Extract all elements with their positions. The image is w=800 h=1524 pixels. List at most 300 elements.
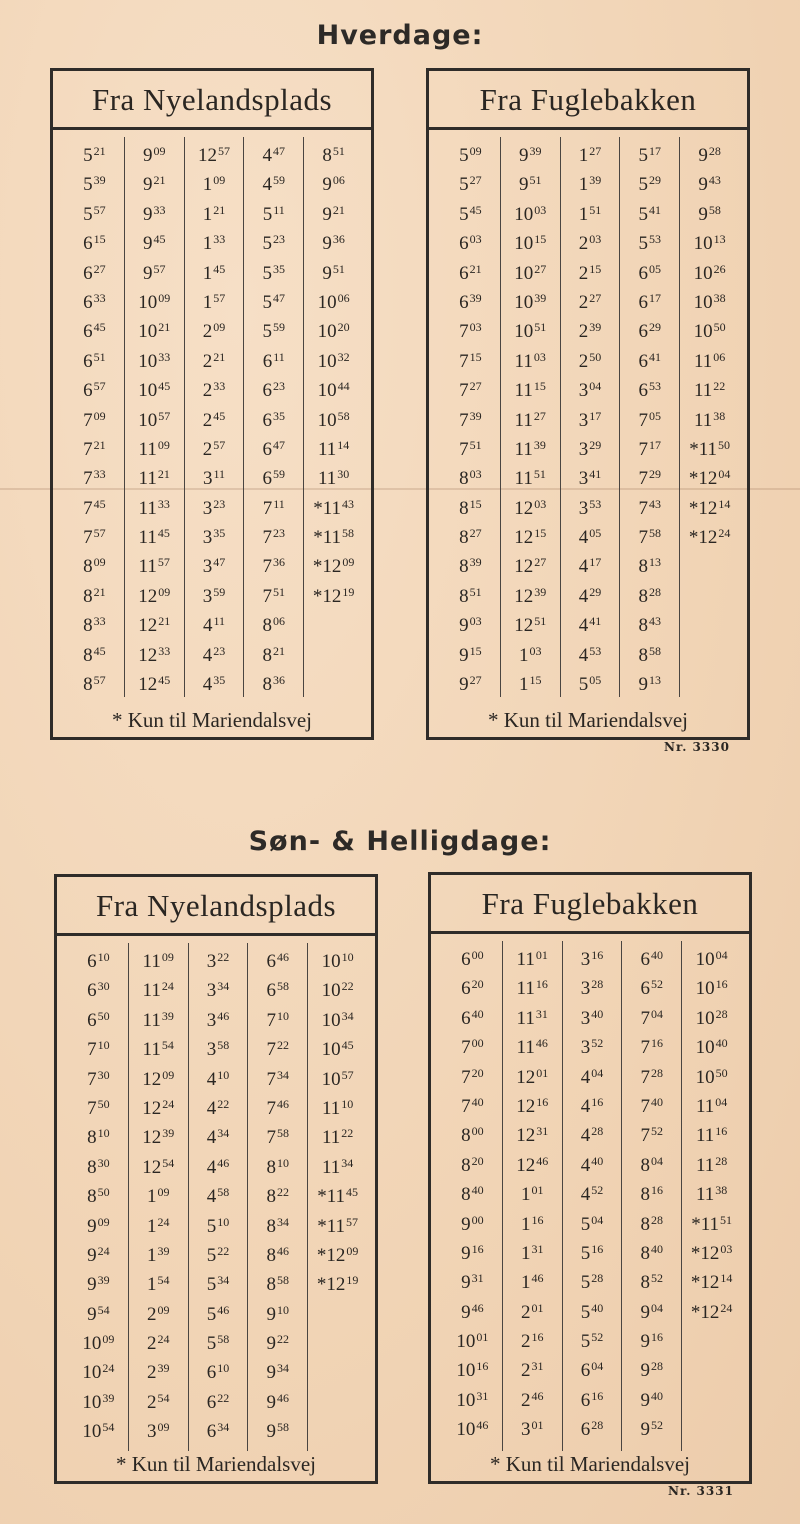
panel-heading: Fra Fuglebakken — [429, 71, 747, 130]
departure-time: $12^{09}$ — [138, 584, 171, 607]
departure-time: $7^{57}$ — [83, 526, 106, 549]
timetable-column — [189, 943, 249, 1451]
departure-time: $10^{01}$ — [456, 1330, 489, 1353]
departure-time: $8^{52}$ — [640, 1271, 664, 1294]
departure-time: $8^{15}$ — [459, 496, 482, 519]
departure-time: $7^{30}$ — [87, 1067, 110, 1090]
departure-time: $11^{15}$ — [514, 379, 546, 402]
departure-time: $6^{46}$ — [266, 950, 290, 972]
departure-time: $1^{21}$ — [202, 202, 226, 225]
departure-time: $10^{51}$ — [514, 320, 547, 343]
departure-time: $8^{27}$ — [459, 526, 482, 549]
departure-time: $*12^{09}$ — [316, 1243, 359, 1266]
departure-time: $6^{03}$ — [459, 232, 482, 255]
departure-time: $5^{57}$ — [83, 202, 106, 225]
departure-time: $8^{34}$ — [266, 1214, 290, 1237]
departure-time: $10^{09}$ — [138, 290, 171, 313]
departure-time: $12^{15}$ — [514, 526, 547, 549]
footnote: * Kun til Mariendalsvej — [115, 1452, 317, 1476]
departure-time: $8^{22}$ — [266, 1185, 290, 1208]
departure-time: $9^{15}$ — [459, 643, 482, 666]
departure-time: $4^{10}$ — [206, 1067, 230, 1090]
departure-time: $7^{34}$ — [266, 1067, 290, 1090]
departure-time: $1^{01}$ — [520, 1183, 544, 1206]
departure-time: $11^{38}$ — [693, 408, 726, 431]
departure-time: $5^{34}$ — [206, 1273, 230, 1296]
panel-heading: Fra Nyelandsplads — [57, 877, 375, 936]
departure-time: $5^{53}$ — [638, 232, 662, 255]
departure-time: $12^{09}$ — [142, 1067, 175, 1090]
departure-time: $8^{50}$ — [87, 1185, 110, 1208]
timetable-grid — [441, 137, 739, 697]
timetable-column — [304, 137, 363, 697]
departure-time: $10^{50}$ — [693, 320, 726, 343]
departure-time: $4^{16}$ — [580, 1094, 604, 1117]
timetable-column — [65, 137, 125, 697]
departure-time: $12^{39}$ — [514, 584, 547, 607]
departure-time: $10^{54}$ — [82, 1420, 115, 1443]
departure-time: $6^{10}$ — [206, 1361, 230, 1384]
departure-time: $6^{58}$ — [266, 979, 290, 1002]
footnote: * Kun til Mariendalsvej — [487, 708, 689, 732]
departure-time: $*11^{58}$ — [313, 526, 354, 549]
departure-time: $10^{45}$ — [321, 1038, 354, 1061]
departure-time: $1^{57}$ — [202, 290, 226, 313]
departure-time: $8^{04}$ — [640, 1153, 664, 1176]
departure-time: $2^{15}$ — [578, 261, 602, 284]
departure-time: $9^{31}$ — [461, 1271, 484, 1294]
departure-time: $9^{16}$ — [461, 1241, 484, 1264]
departure-time: $5^{41}$ — [638, 202, 662, 225]
departure-time: $1^{46}$ — [520, 1271, 544, 1294]
departure-time: $9^{28}$ — [640, 1359, 664, 1382]
departure-time: $1^{16}$ — [520, 1212, 544, 1235]
departure-time: $10^{13}$ — [693, 232, 726, 255]
departure-time: $7^{36}$ — [262, 555, 286, 578]
departure-time: $11^{54}$ — [142, 1038, 174, 1061]
departure-time: $7^{00}$ — [461, 1036, 484, 1059]
departure-time: $11^{27}$ — [514, 408, 546, 431]
departure-time: $12^{39}$ — [142, 1126, 175, 1149]
departure-time: $8^{16}$ — [640, 1183, 664, 1206]
departure-time: $12^{24}$ — [142, 1096, 175, 1119]
departure-time: $*12^{14}$ — [688, 496, 731, 519]
departure-time: $10^{21}$ — [138, 320, 171, 343]
departure-time: $3^{01}$ — [520, 1418, 544, 1441]
departure-time: $11^{01}$ — [516, 948, 548, 970]
departure-time: $6^{57}$ — [83, 379, 106, 402]
departure-time: $9^{04}$ — [640, 1300, 664, 1323]
departure-time: $6^{40}$ — [640, 948, 664, 970]
departure-time: $12^{33}$ — [138, 643, 171, 666]
departure-time: $7^{11}$ — [262, 496, 285, 519]
departure-time: $4^{46}$ — [206, 1155, 230, 1178]
print-number: Nr. 3330 — [664, 740, 730, 754]
departure-time: $3^{23}$ — [202, 496, 226, 519]
timetable-column — [248, 943, 308, 1451]
departure-time: $7^{51}$ — [262, 584, 286, 607]
departure-time: $4^{58}$ — [206, 1185, 230, 1208]
departure-time: $10^{26}$ — [693, 261, 726, 284]
departure-time: $6^{15}$ — [83, 232, 106, 255]
departure-time: $9^{00}$ — [461, 1212, 484, 1235]
departure-time: $9^{27}$ — [459, 673, 482, 696]
departure-time: $11^{22}$ — [321, 1126, 354, 1149]
departure-time: $2^{57}$ — [202, 437, 226, 460]
departure-time: $8^{28}$ — [638, 584, 662, 607]
departure-time: $*11^{43}$ — [313, 496, 354, 519]
departure-time: $9^{03}$ — [459, 614, 482, 637]
departure-time: $4^{53}$ — [578, 643, 602, 666]
departure-time: $*12^{24}$ — [690, 1300, 733, 1323]
departure-time: $9^{39}$ — [87, 1273, 110, 1296]
departure-time: $5^{05}$ — [578, 673, 602, 696]
departure-time: $8^{58}$ — [266, 1273, 290, 1296]
departure-time: $8^{10}$ — [87, 1126, 110, 1149]
departure-time: $12^{45}$ — [138, 673, 171, 696]
departure-time: $11^{16}$ — [695, 1124, 728, 1147]
departure-time: $10^{39}$ — [514, 290, 547, 313]
departure-time: $3^{34}$ — [206, 979, 230, 1002]
timetable-column — [501, 137, 561, 697]
departure-time: $8^{06}$ — [262, 614, 286, 637]
departure-time: $6^{23}$ — [262, 379, 286, 402]
departure-time: $7^{10}$ — [87, 1038, 110, 1061]
departure-time: $*12^{09}$ — [312, 555, 355, 578]
departure-time: $7^{40}$ — [640, 1094, 664, 1117]
weekdays-title: Hverdage: — [316, 20, 484, 51]
departure-time: $7^{09}$ — [83, 408, 106, 431]
departure-time: $11^{30}$ — [317, 467, 350, 490]
departure-time: $9^{57}$ — [142, 261, 166, 284]
departure-time: $12^{46}$ — [516, 1153, 549, 1176]
departure-time: $2^{46}$ — [520, 1388, 544, 1411]
departure-time: $7^{16}$ — [640, 1036, 664, 1059]
departure-time: $3^{04}$ — [578, 379, 602, 402]
departure-time: $4^{52}$ — [580, 1183, 604, 1206]
departure-time: $3^{28}$ — [580, 977, 604, 1000]
departure-time: $4^{05}$ — [578, 526, 602, 549]
departure-time: $9^{43}$ — [698, 173, 721, 196]
timetable-column — [125, 137, 185, 697]
departure-time: $6^{34}$ — [206, 1420, 230, 1443]
timetable-column — [680, 137, 739, 697]
departure-time: $8^{36}$ — [262, 673, 286, 696]
departure-time: $6^{05}$ — [638, 261, 662, 284]
departure-time: $11^{06}$ — [693, 349, 726, 372]
departure-time: $*11^{51}$ — [691, 1212, 732, 1235]
departure-time: $4^{41}$ — [578, 614, 602, 637]
departure-time: $*12^{19}$ — [316, 1273, 359, 1296]
timetable-column — [441, 137, 501, 697]
departure-time: $5^{47}$ — [262, 290, 286, 313]
departure-time: $7^{22}$ — [266, 1038, 290, 1061]
departure-time: $2^{01}$ — [520, 1300, 544, 1323]
departure-time: $10^{15}$ — [514, 232, 547, 255]
timetable-column — [129, 943, 189, 1451]
departure-time: $7^{04}$ — [640, 1006, 664, 1029]
departure-time: $11^{39}$ — [514, 437, 546, 460]
departure-time: $4^{35}$ — [202, 673, 226, 696]
departure-time: $11^{57}$ — [138, 555, 170, 578]
departure-time: $10^{32}$ — [317, 349, 350, 372]
departure-time: $12^{31}$ — [516, 1124, 549, 1147]
departure-time: $3^{40}$ — [580, 1006, 604, 1029]
departure-time: $6^{59}$ — [262, 467, 286, 490]
departure-time: $9^{46}$ — [461, 1300, 484, 1323]
departure-time: $12^{27}$ — [514, 555, 547, 578]
departure-time: $12^{21}$ — [138, 614, 171, 637]
departure-time: $10^{27}$ — [514, 261, 547, 284]
departure-time: $8^{58}$ — [638, 643, 662, 666]
departure-time: $1^{33}$ — [202, 232, 226, 255]
departure-time: $9^{28}$ — [698, 144, 721, 166]
departure-time: $4^{17}$ — [578, 555, 602, 578]
departure-time: $9^{51}$ — [322, 261, 345, 284]
weekdays-nyelandsplads-panel — [50, 68, 374, 740]
departure-time: $12^{03}$ — [514, 496, 547, 519]
departure-time: $1^{15}$ — [518, 673, 542, 696]
departure-time: $6^{00}$ — [461, 948, 484, 970]
timetable-column — [308, 943, 367, 1451]
departure-time: $1^{45}$ — [202, 261, 226, 284]
departure-time: $*11^{50}$ — [689, 437, 730, 460]
departure-time: $2^{31}$ — [520, 1359, 544, 1382]
departure-time: $11^{03}$ — [514, 349, 546, 372]
departure-time: $10^{10}$ — [321, 950, 354, 972]
departure-time: $7^{58}$ — [638, 526, 662, 549]
departure-time: $8^{33}$ — [83, 614, 106, 637]
departure-time: $8^{13}$ — [638, 555, 662, 578]
departure-time: $1^{27}$ — [578, 144, 602, 166]
departure-time: $9^{09}$ — [87, 1214, 110, 1237]
departure-time: $3^{58}$ — [206, 1038, 230, 1061]
departure-time: $6^{39}$ — [459, 290, 482, 313]
timetable-grid — [65, 137, 363, 697]
holidays-fuglebakken-panel — [428, 872, 752, 1484]
departure-time: $6^{30}$ — [87, 979, 110, 1002]
departure-time: $7^{43}$ — [638, 496, 662, 519]
departure-time: $2^{54}$ — [146, 1390, 170, 1413]
departure-time: $7^{51}$ — [459, 437, 482, 460]
departure-time: $2^{45}$ — [202, 408, 226, 431]
departure-time: $2^{50}$ — [578, 349, 602, 372]
departure-time: $5^{22}$ — [206, 1243, 230, 1266]
departure-time: $10^{03}$ — [514, 202, 547, 225]
departure-time: $9^{51}$ — [518, 173, 542, 196]
panel-heading: Fra Nyelandsplads — [53, 71, 371, 130]
departure-time: $2^{09}$ — [146, 1302, 170, 1325]
departure-time: $8^{51}$ — [322, 144, 345, 166]
departure-time: $10^{46}$ — [456, 1418, 489, 1441]
departure-time: $11^{14}$ — [317, 437, 350, 460]
departure-time: $12^{51}$ — [514, 614, 547, 637]
departure-time: $1^{39}$ — [578, 173, 602, 196]
departure-time: $5^{11}$ — [262, 202, 285, 225]
footnote: * Kun til Mariendalsvej — [111, 708, 313, 732]
departure-time: $4^{11}$ — [202, 614, 226, 637]
departure-time: $11^{34}$ — [321, 1155, 354, 1178]
departure-time: $5^{35}$ — [262, 261, 286, 284]
departure-time: $10^{28}$ — [695, 1006, 728, 1029]
departure-time: $11^{33}$ — [138, 496, 170, 519]
departure-time: $5^{59}$ — [262, 320, 286, 343]
departure-time: $7^{20}$ — [461, 1065, 484, 1088]
departure-time: $4^{28}$ — [580, 1124, 604, 1147]
departure-time: $9^{46}$ — [266, 1390, 290, 1413]
departure-time: $7^{58}$ — [266, 1126, 290, 1149]
departure-time: $2^{16}$ — [520, 1330, 544, 1353]
departure-time: $10^{57}$ — [138, 408, 171, 431]
timetable-column — [69, 943, 129, 1451]
departure-time: $9^{13}$ — [638, 673, 662, 696]
departure-time: $11^{04}$ — [695, 1094, 728, 1117]
departure-time: $5^{40}$ — [580, 1300, 604, 1323]
departure-time: $7^{33}$ — [83, 467, 106, 490]
departure-time: $5^{46}$ — [206, 1302, 230, 1325]
departure-time: $1^{09}$ — [202, 173, 226, 196]
departure-time: $9^{24}$ — [87, 1243, 110, 1266]
departure-time: $3^{16}$ — [580, 948, 604, 970]
panel-heading: Fra Fuglebakken — [431, 875, 749, 934]
departure-time: $9^{45}$ — [142, 232, 166, 255]
departure-time: $5^{21}$ — [83, 144, 106, 166]
departure-time: $12^{01}$ — [516, 1065, 549, 1088]
departure-time: $9^{21}$ — [142, 173, 166, 196]
departure-time: $9^{10}$ — [266, 1302, 290, 1325]
departure-time: $3^{53}$ — [578, 496, 602, 519]
holidays-nyelandsplads-panel — [54, 874, 378, 1484]
departure-time: $7^{27}$ — [459, 379, 482, 402]
departure-time: $7^{46}$ — [266, 1096, 290, 1119]
departure-time: $*11^{57}$ — [317, 1214, 358, 1237]
departure-time: $1^{31}$ — [520, 1241, 544, 1264]
departure-time: $8^{20}$ — [461, 1153, 484, 1176]
departure-time: $1^{54}$ — [146, 1273, 170, 1296]
departure-time: $12^{16}$ — [516, 1094, 549, 1117]
departure-time: $10^{44}$ — [317, 379, 350, 402]
departure-time: $*12^{19}$ — [312, 584, 355, 607]
departure-time: $7^{39}$ — [459, 408, 482, 431]
departure-time: $6^{22}$ — [206, 1390, 230, 1413]
departure-time: $2^{09}$ — [202, 320, 226, 343]
departure-time: $8^{43}$ — [638, 614, 662, 637]
departure-time: $9^{21}$ — [322, 202, 345, 225]
departure-time: $2^{39}$ — [578, 320, 602, 343]
departure-time: $5^{39}$ — [83, 173, 106, 196]
departure-time: $11^{39}$ — [142, 1008, 174, 1031]
departure-time: $10^{50}$ — [695, 1065, 728, 1088]
departure-time: $8^{03}$ — [459, 467, 482, 490]
departure-time: $6^{11}$ — [262, 349, 285, 372]
departure-time: $6^{21}$ — [459, 261, 482, 284]
footnote: * Kun til Mariendalsvej — [489, 1452, 691, 1476]
departure-time: $6^{16}$ — [580, 1388, 604, 1411]
departure-time: $6^{53}$ — [638, 379, 662, 402]
timetable-column — [244, 137, 304, 697]
departure-time: $5^{58}$ — [206, 1332, 230, 1355]
departure-time: $3^{59}$ — [202, 584, 226, 607]
departure-time: $10^{57}$ — [321, 1067, 354, 1090]
departure-time: $5^{04}$ — [580, 1212, 604, 1235]
departure-time: $11^{10}$ — [321, 1096, 354, 1119]
departure-time: $3^{41}$ — [578, 467, 602, 490]
departure-time: $8^{00}$ — [461, 1124, 484, 1147]
departure-time: $4^{29}$ — [578, 584, 602, 607]
departure-time: $4^{34}$ — [206, 1126, 230, 1149]
departure-time: $6^{28}$ — [580, 1418, 604, 1441]
departure-time: $12^{57}$ — [197, 144, 230, 166]
departure-time: $6^{20}$ — [461, 977, 484, 1000]
timetable-column — [561, 137, 621, 697]
departure-time: $3^{52}$ — [580, 1036, 604, 1059]
departure-time: $11^{09}$ — [142, 950, 174, 972]
departure-time: $6^{04}$ — [580, 1359, 604, 1382]
departure-time: $3^{46}$ — [206, 1008, 230, 1031]
departure-time: $4^{04}$ — [580, 1065, 604, 1088]
departure-time: $6^{50}$ — [87, 1008, 110, 1031]
departure-time: $2^{03}$ — [578, 232, 602, 255]
departure-time: $7^{52}$ — [640, 1124, 664, 1147]
departure-time: $10^{16}$ — [695, 977, 728, 1000]
departure-time: $3^{29}$ — [578, 437, 602, 460]
departure-time: $5^{09}$ — [459, 144, 482, 166]
departure-time: $4^{23}$ — [202, 643, 226, 666]
departure-time: $8^{40}$ — [461, 1183, 484, 1206]
departure-time: $10^{09}$ — [82, 1332, 115, 1355]
departure-time: $*12^{04}$ — [688, 467, 731, 490]
departure-time: $5^{27}$ — [459, 173, 482, 196]
departure-time: $2^{24}$ — [146, 1332, 170, 1355]
timetable-column — [682, 941, 741, 1451]
departure-time: $9^{52}$ — [640, 1418, 664, 1441]
departure-time: $6^{52}$ — [640, 977, 664, 1000]
departure-time: $6^{10}$ — [87, 950, 110, 972]
departure-time: $9^{58}$ — [266, 1420, 290, 1443]
departure-time: $10^{24}$ — [82, 1361, 115, 1384]
departure-time: $10^{06}$ — [317, 290, 350, 313]
departure-time: $2^{27}$ — [578, 290, 602, 313]
departure-time: $6^{45}$ — [83, 320, 106, 343]
departure-time: $11^{21}$ — [138, 467, 170, 490]
departure-time: $9^{06}$ — [322, 173, 345, 196]
departure-time: $*12^{24}$ — [688, 526, 731, 549]
timetable-column — [620, 137, 680, 697]
departure-time: $3^{09}$ — [146, 1420, 170, 1443]
departure-time: $8^{21}$ — [83, 584, 106, 607]
departure-time: $11^{28}$ — [695, 1153, 728, 1176]
departure-time: $1^{39}$ — [146, 1243, 170, 1266]
departure-time: $1^{24}$ — [146, 1214, 170, 1237]
departure-time: $3^{11}$ — [202, 467, 226, 490]
departure-time: $6^{33}$ — [83, 290, 106, 313]
departure-time: $1^{51}$ — [578, 202, 602, 225]
departure-time: $9^{58}$ — [698, 202, 721, 225]
departure-time: $7^{15}$ — [459, 349, 482, 372]
departure-time: $10^{20}$ — [317, 320, 350, 343]
departure-time: $7^{29}$ — [638, 467, 662, 490]
departure-time: $2^{39}$ — [146, 1361, 170, 1384]
departure-time: $7^{03}$ — [459, 320, 482, 343]
departure-time: $10^{33}$ — [138, 349, 171, 372]
timetable-column — [443, 941, 503, 1451]
departure-time: $9^{54}$ — [87, 1302, 110, 1325]
departure-time: $5^{16}$ — [580, 1241, 604, 1264]
departure-time: $10^{58}$ — [317, 408, 350, 431]
departure-time: $*12^{14}$ — [690, 1271, 733, 1294]
departure-time: $5^{10}$ — [206, 1214, 230, 1237]
departure-time: $8^{30}$ — [87, 1155, 110, 1178]
